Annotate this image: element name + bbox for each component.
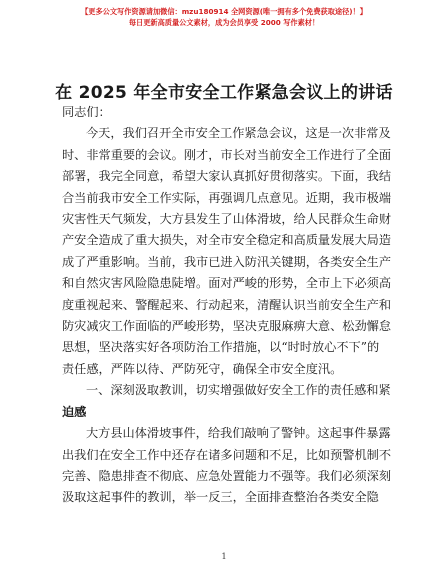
paragraph-line: 责任感，严阵以待、严防死守，确保全市安全度汛。 — [62, 361, 343, 376]
paragraph-line: 今天，我们召开全市安全工作紧急会议，这是一次非常及 — [86, 126, 391, 141]
section-heading-1-continued: 迫感 — [62, 404, 87, 419]
paragraph-line: 大方县山体滑坡事件，给我们敲响了警钟。这起事件暴露 — [86, 426, 391, 441]
page-number: 1 — [221, 552, 227, 561]
section-heading-1: 一、深刻汲取教训，切实增强做好安全工作的责任感和紧 — [86, 383, 391, 398]
paragraph-line: 思想，坚决落实好各项防治工作措施，以“时时放心不下”的 — [62, 340, 380, 355]
paragraph-line: 和自然灾害风险隐患陡增。面对严峻的形势，全市上下必须高 — [62, 276, 392, 291]
paragraph-line: 汲取这起事件的教训，举一反三，全面排查整治各类安全隐 — [62, 490, 379, 505]
salutation: 同志们： — [62, 105, 111, 119]
paragraph-line: 部署，我完全同意，希望大家认真抓好贯彻落实。下面，我结 — [62, 169, 392, 184]
paragraph-line: 完善、隐患排查不彻底、应急处置能力不强等。我们必须深刻 — [62, 468, 392, 483]
document-title: 在 2025 年全市安全工作紧急会议上的讲话 — [55, 83, 393, 103]
paragraph-line: 出我们在安全工作中还存在诸多问题和不足，比如预警机制不 — [62, 447, 392, 462]
paragraph-line: 度重视起来、警醒起来、行动起来，清醒认识当前安全生产和 — [62, 297, 392, 312]
promo-banner — [0, 6, 448, 28]
paragraph-line: 产安全造成了重大损失，对全市安全稳定和高质量发展大局造 — [62, 233, 392, 248]
paragraph-line: 时、非常重要的会议。刚才，市长对当前安全工作进行了全面 — [62, 147, 392, 162]
paragraph-line: 成了严重影响。当前，我市已进入防汛关键期，各类安全生产 — [62, 254, 392, 269]
promo-banner-line-1: 【更多公文写作资源请加微信：mzu180914 全网资源(唯一拥有多个免费获取途径)！】 — [81, 7, 367, 16]
paragraph-line: 合当前我市安全工作实际，再强调几点意见。近期，我市极端 — [62, 190, 392, 205]
promo-banner-line-2: 每日更新高质量公文素材，成为会员享受 2000 写作素材！ — [128, 18, 320, 27]
paragraph-line: 灾害性天气频发，大方县发生了山体滑坡，给人民群众生命财 — [62, 212, 392, 227]
paragraph-line: 防灾减灾工作面临的严峻形势，坚决克服麻痹大意、松劲懈怠 — [62, 319, 392, 334]
document-body — [62, 100, 392, 509]
